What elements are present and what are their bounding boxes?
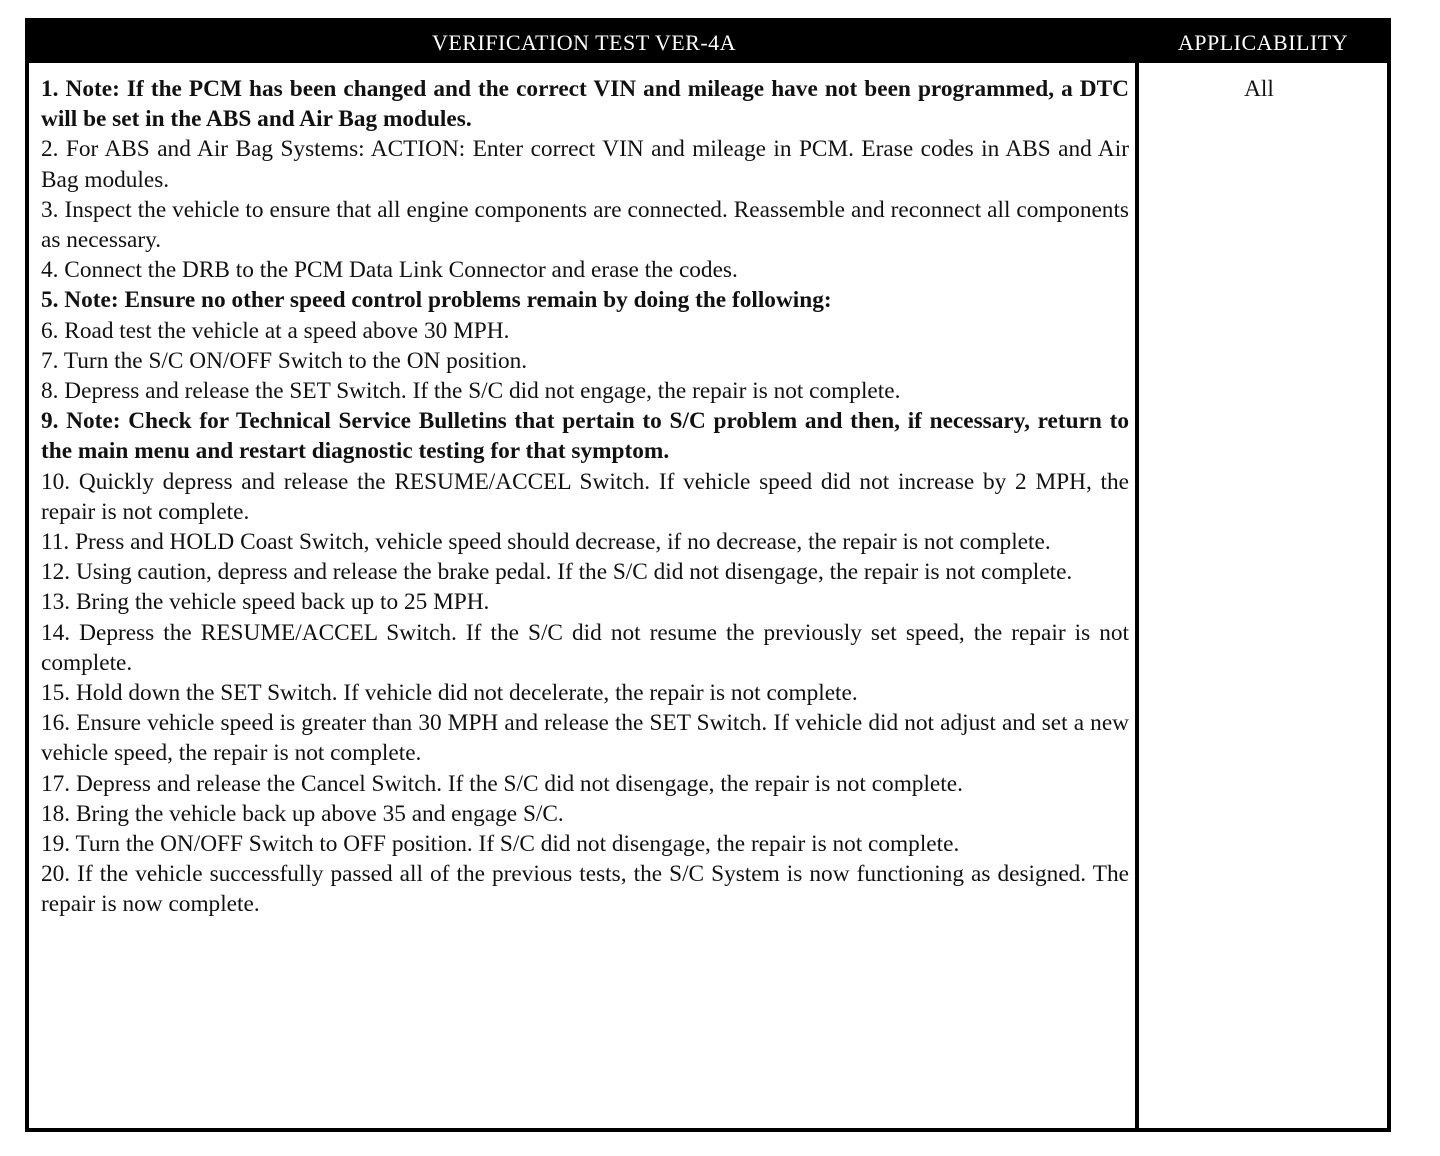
step-1: 1. Note: If the PCM has been changed and the correct VIN and mileage have not been programmed, a DTC will be set in the ABS and Air Bag modules. (41, 76, 1129, 133)
step-18: 18. Bring the vehicle back up above 35 and engage S/C. (41, 800, 564, 827)
step-10: 10. Quickly depress and release the RESUME/ACCEL Switch. If vehicle speed did not increase by 2 MPH, the repair is not complete. (41, 468, 1129, 525)
step-15: 15. Hold down the SET Switch. If vehicle did not decelerate, the repair is not complete. (41, 680, 858, 707)
test-title: VERIFICATION TEST VER-4A (431, 30, 737, 55)
step-19: 19. Turn the ON/OFF Switch to OFF position. If S/C did not disengage, the repair is not complete. (41, 831, 960, 858)
applicability-header: APPLICABILITY (1177, 30, 1349, 55)
step-3: 3. Inspect the vehicle to ensure that all engine components are connected. Reassemble and reconnect all components as necessary. (41, 196, 1129, 254)
verification-test-table (25, 18, 1391, 1132)
step-9: 9. Note: Check for Technical Service Bulletins that pertain to S/C problem and then, if necessary, return to the main menu and restart diagnostic testing for that symptom. (41, 408, 1129, 465)
step-20: 20. If the vehicle successfully passed all of the previous tests, the S/C System is now functioning as designed. The repair is now complete. (41, 861, 1129, 918)
step-8: 8. Depress and release the SET Switch. If the S/C did not engage, the repair is not complete. (41, 378, 901, 405)
table-header (29, 22, 1387, 63)
step-12: 12. Using caution, depress and release the brake pedal. If the S/C did not disengage, the repair is not complete. (41, 559, 1073, 586)
step-13: 13. Bring the vehicle speed back up to 25 MPH. (41, 589, 490, 616)
step-4: 4. Connect the DRB to the PCM Data Link Connector and erase the codes. (41, 257, 738, 284)
step-17: 17. Depress and release the Cancel Switch. If the S/C did not disengage, the repair is not complete. (41, 770, 963, 797)
step-7: 7. Turn the S/C ON/OFF Switch to the ON position. (41, 347, 528, 374)
step-2: 2. For ABS and Air Bag Systems: ACTION: Enter correct VIN and mileage in PCM. Erase codes in ABS and Air Bag modules. (41, 136, 1129, 193)
step-6: 6. Road test the vehicle at a speed above 30 MPH. (41, 317, 510, 344)
procedure-steps (41, 74, 1129, 920)
step-14: 14. Depress the RESUME/ACCEL Switch. If the S/C did not resume the previously set speed, the repair is not complete. (41, 619, 1129, 676)
applicability-value: All (1244, 76, 1274, 102)
step-5: 5. Note: Ensure no other speed control problems remain by doing the following: (41, 287, 832, 314)
column-divider (1135, 63, 1139, 1128)
step-11: 11. Press and HOLD Coast Switch, vehicle speed should decrease, if no decrease, the repair is not complete. (41, 529, 1051, 556)
step-16: 16. Ensure vehicle speed is greater than 30 MPH and release the SET Switch. If vehicle did not adjust and set a new vehicle speed, the repair is not complete. (41, 710, 1129, 767)
